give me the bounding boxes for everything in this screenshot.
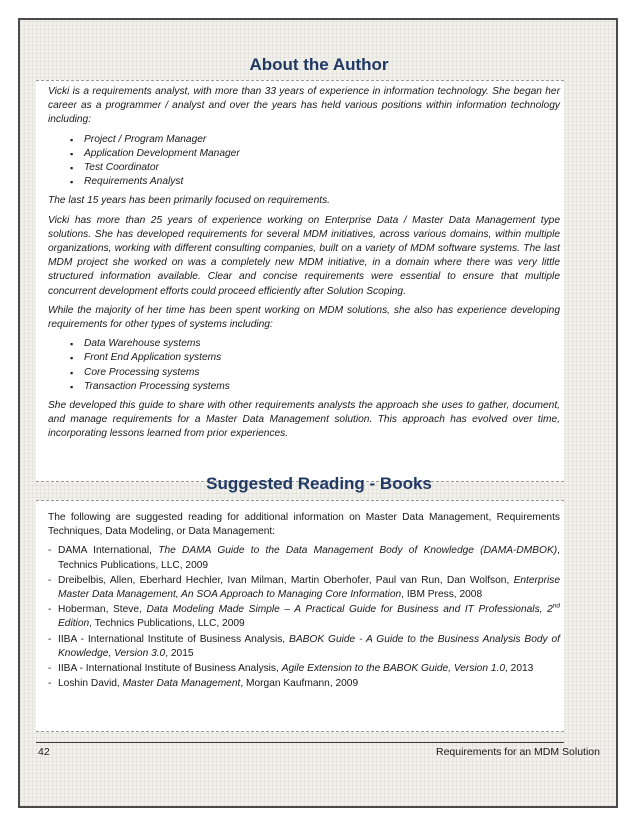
bullet-icon: ▪ [70, 339, 74, 350]
list-item: - Dreibelbis, Allen, Eberhard Hechler, Ivan Milman, Martin Oberhofer, Paul van Run, Dan Wolfson, Enterprise Master Data Management, An SOA Approach to Managing Core Information, IBM Press, 2008 [48, 574, 560, 601]
footer-divider [36, 742, 564, 743]
bullet-icon: ▪ [70, 177, 74, 188]
reference-list [48, 544, 560, 691]
list-item: ▪ Transaction Processing systems [70, 380, 560, 394]
footer-document-title: Requirements for an MDM Solution [436, 746, 600, 758]
about-author-heading: About the Author [249, 55, 389, 74]
author-mdm-experience: Vicki has more than 25 years of experience working on Enterprise Data / Master Data Management type solutions. She has developed requirements for several MDM initiatives, across various domains, within multiple organizations, working with different consulting companies, built on a variety of MDM software systems. The last MDM project she worked on was a completely new MDM initiative, in a domain where there was very little structured information available. Clear and concise requirements were essential to ensure that multiple concurrent development efforts could proceed efficiently after Solution Scoping. [48, 214, 560, 297]
bullet-icon: ▪ [70, 381, 74, 392]
list-item: - Loshin David, Master Data Management, Morgan Kaufmann, 2009 [48, 678, 359, 690]
page-number: 42 [38, 746, 50, 758]
list-item: ▪ Project / Program Manager [70, 133, 560, 147]
list-item: - IIBA - International Institute of Business Analysis, BABOK Guide - A Guide to the Business Analysis Body of Knowledge, Version 3.0, 2015 [48, 633, 560, 659]
positions-list [48, 133, 560, 190]
list-item: ▪ Requirements Analyst [70, 175, 560, 189]
suggested-reading-box [36, 500, 564, 732]
list-item: ▪ Test Coordinator [70, 161, 560, 175]
bullet-icon: ▪ [70, 353, 74, 364]
systems-list [48, 337, 560, 394]
author-intro: Vicki is a requirements analyst, with more than 33 years of experience in information technology. She began her career as a programmer / analyst and over the years has held various positions within information technology including: [48, 86, 560, 126]
author-focus: The last 15 years has been primarily focused on requirements. [48, 195, 330, 207]
list-item: ▪ Data Warehouse systems [70, 337, 560, 351]
bullet-icon: ▪ [70, 367, 74, 378]
bullet-icon: ▪ [70, 163, 74, 174]
bullet-icon: ▪ [70, 148, 74, 159]
list-item: ▪ Application Development Manager [70, 147, 560, 161]
bullet-icon: ▪ [70, 134, 74, 145]
suggested-reading-heading: Suggested Reading - Books [206, 474, 432, 493]
list-item: ▪ Core Processing systems [70, 366, 560, 380]
list-item: - Hoberman, Steve, Data Modeling Made Simple – A Practical Guide for Business and IT Professionals, 2nd Edition, Technics Publications, LLC, 2009 [48, 602, 560, 630]
author-other-intro: While the majority of her time has been spent working on MDM solutions, she also has experience developing requirements for other types of systems including: [48, 304, 560, 331]
list-item: ▪ Front End Application systems [70, 351, 560, 365]
about-author-box [36, 80, 564, 482]
list-item: - IIBA - International Institute of Business Analysis, Agile Extension to the BABOK Guide, Version 1.0, 2013 [48, 663, 534, 675]
books-intro: The following are suggested reading for additional information on Master Data Management, Requirements Techniques, Data Modeling, or Data Management: [48, 512, 560, 538]
list-item: - DAMA International, The DAMA Guide to the Data Management Body of Knowledge (DAMA-DMBOK), Technics Publications, LLC, 2009 [48, 545, 560, 571]
author-closing: She developed this guide to share with other requirements analysts the approach she uses to gather, document, and manage requirements for a Master Data Management solution. This approach has evolved over time, incorporating lessons learned from prior experiences. [48, 400, 560, 440]
